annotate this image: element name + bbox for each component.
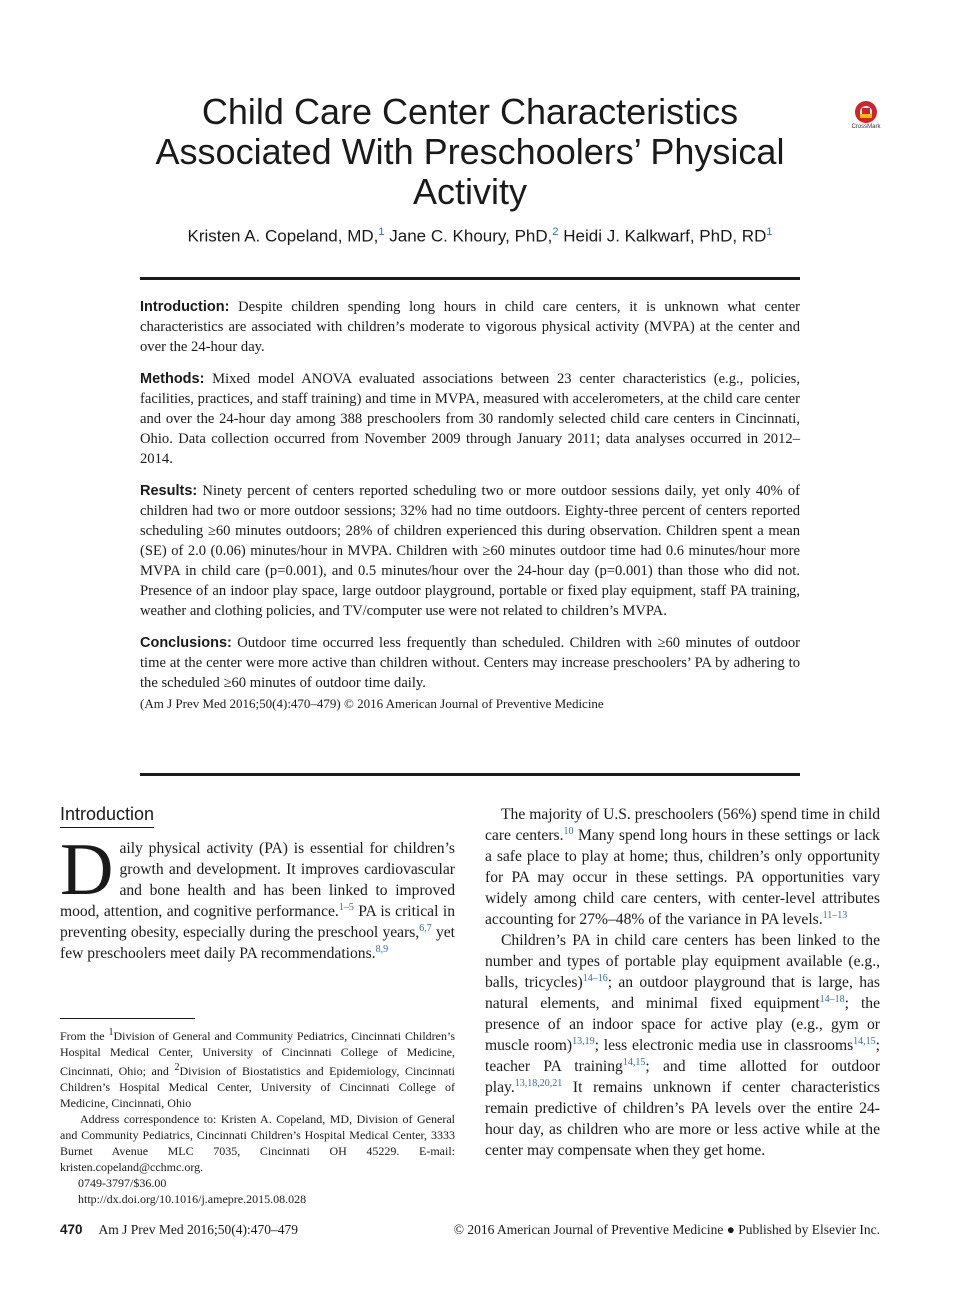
paragraph-text: ; and time allotted for outdoor play. <box>485 1058 881 1096</box>
abstract-text: Despite children spending long hours in child care centers, it is unknown what center characteristics are associated with children’s moderate to vigorous physical activity (MVPA) at the center and over the 24-hour day. <box>140 299 800 355</box>
abstract-introduction <box>140 297 800 357</box>
reference-link[interactable]: 14,15 <box>622 1056 646 1068</box>
body-paragraph <box>485 930 880 1161</box>
affiliations-note: From the $^1$Division of General and Community Pediatrics, Cincinnati Children’s Hospital Medical Center, University of Cincinnati College of Medicine, Cincinnati, Ohio; and $^2$Division of Biostatistics and Epidemiology, Cincinnati Children’s Hospital Medical Center, University of Cincinnati College of Medicine, Cincinnati, Ohio <box>60 1027 455 1110</box>
paragraph-text: yet few preschoolers meet daily PA recommendations. <box>60 924 456 962</box>
abstract-text: Outdoor time occurred less frequently than scheduled. Children with ≥60 minutes of outdoor time at the center were more active than children without. Centers may increase preschoolers’ PA by adhering to the scheduled ≥60 minutes of outdoor time daily. <box>140 635 800 691</box>
crossmark-icon[interactable] <box>846 98 886 138</box>
issn-code: 0749-3797/$36.00 <box>78 1176 167 1190</box>
abstract-heading: Results: <box>140 483 198 499</box>
abstract <box>140 297 800 725</box>
affiliation-mark[interactable]: 1 <box>766 226 773 238</box>
affiliation-mark[interactable]: 2 <box>552 226 559 238</box>
abstract-text: Mixed model ANOVA evaluated associations between 23 center characteristics (e.g., policies, facilities, practices, and staff training) and time in MVPA, measured with accelerometers, at the child care center and over the 24-hour day among 388 preschoolers from 30 randomly selected child care centers in Cincinnati, Ohio. Data collection occurred from November 2009 through January 2011; data analyses occurred in 2012–2014. <box>140 371 801 467</box>
reference-link[interactable]: 14–16 <box>582 972 608 984</box>
footer-copyright: © 2016 American Journal of Preventive Medicine ● Published by Elsevier Inc. <box>453 1222 880 1237</box>
drop-cap: D <box>60 829 114 911</box>
footnotes <box>60 1025 455 1207</box>
left-column <box>60 804 455 964</box>
author-list <box>140 226 820 247</box>
footnote-rule <box>60 1018 195 1019</box>
abstract-conclusions <box>140 633 800 693</box>
body-paragraph <box>60 829 456 964</box>
paragraph-text: aily physical activity (PA) is essential for children’s growth and development. It improves cardiovascular and bone health and has been linked to improved mood, attention, and cognitive performance. <box>60 840 455 920</box>
reference-link[interactable]: 14–18 <box>819 993 845 1005</box>
paragraph-text: Children’s PA in child care centers has been linked to the number and types of portable play equipment available (e.g., balls, tricycles) <box>485 932 880 991</box>
footer-left <box>60 1222 298 1238</box>
paragraph-text: ; less electronic media use in classrooms <box>594 1037 854 1054</box>
reference-link[interactable]: 6,7 <box>419 922 432 934</box>
abstract-citation: (Am J Prev Med 2016;50(4):470–479) © 2016 American Journal of Preventive Medicine <box>140 696 604 711</box>
page-number: 470 <box>60 1222 83 1237</box>
abstract-text: Ninety percent of centers reported scheduling two or more outdoor sessions daily, yet only 40% of children had two or more outdoor sessions; 32% had no time outdoors. Eighty-three percent of centers reported scheduling ≥60 minutes outdoors; 28% of children experienced this during observation. Children spent a mean (SE) of 2.0 (0.06) minutes/hour in MVPA. Children with ≥60 minutes outdoor time had 0.6 minutes/hour more MVPA in child care (p=0.001), and 0.5 minutes/hour over the 24-hour day (p=0.001) than those who did not. Presence of an indoor play space, large outdoor playground, portable or fixed play equipment, staff PA training, weather and clothing policies, and TV/computer use were not related to children’s MVPA. <box>140 483 800 619</box>
author-name[interactable]: Kristen A. Copeland, MD, <box>187 226 379 246</box>
article-title: Child Care Center Characteristics Associated With Preschoolers’ Physical Activity <box>155 91 785 212</box>
paragraph-text: ; an outdoor playground that is large, has natural elements, and minimal fixed equipment <box>485 974 880 1012</box>
paragraph-text: Many spend long hours in these settings or lack a safe place to play at home; thus, children’s only opportunity for PA may occur in these settings. PA opportunities vary widely among child care centers, with center-level attributes accounting for 27%–48% of the variance in PA levels. <box>485 827 880 928</box>
abstract-results <box>140 481 800 621</box>
reference-link[interactable]: 13,18,20,21 <box>514 1077 563 1089</box>
abstract-top-rule <box>140 277 800 280</box>
crossmark-label: CrossMark <box>851 124 881 130</box>
affiliation-mark[interactable]: 1 <box>378 226 385 238</box>
reference-link[interactable]: 14,15 <box>853 1035 876 1047</box>
section-heading: Introduction <box>60 804 154 828</box>
body-paragraph <box>485 804 880 930</box>
page-footer <box>60 1222 880 1238</box>
reference-link[interactable]: 13,19 <box>572 1035 595 1047</box>
abstract-heading: Conclusions: <box>140 635 232 651</box>
abstract-bottom-rule <box>140 773 800 776</box>
paragraph-text: The majority of U.S. preschoolers (56%) spend time in child care centers. <box>485 806 880 844</box>
reference-link[interactable]: 10 <box>563 825 574 837</box>
right-column <box>485 804 880 1161</box>
paragraph-text: ; the presence of an indoor space for active play (e.g., gym or muscle room) <box>485 995 880 1054</box>
abstract-heading: Methods: <box>140 371 205 387</box>
abstract-methods <box>140 369 800 469</box>
reference-link[interactable]: 11–13 <box>822 909 848 921</box>
reference-link[interactable]: 1–5 <box>338 901 354 913</box>
paragraph-text: It remains unknown if center characteristics remain predictive of children’s PA levels over the entire 24-hour day, as children who are more or less active while at the center may compensate when they get home. <box>485 1079 880 1159</box>
journal-citation: Am J Prev Med 2016;50(4):470–479 <box>98 1222 299 1237</box>
paragraph-text: ; teacher PA training <box>485 1037 880 1075</box>
correspondence-note: Address correspondence to: Kristen A. Copeland, MD, Division of General and Community Pediatrics, Cincinnati Children’s Hospital Medical Center, 3333 Burnet Avenue MLC 7035, Cincinnati OH 45229. E-mail: kristen.copeland@cchmc.org. <box>60 1112 455 1174</box>
paragraph-text: PA is critical in preventing obesity, especially during the preschool years, <box>60 903 455 941</box>
doi-link[interactable]: http://dx.doi.org/10.1016/j.amepre.2015.08.028 <box>78 1192 307 1206</box>
author-name[interactable]: Jane C. Khoury, PhD, <box>389 226 553 246</box>
author-name[interactable]: Heidi J. Kalkwarf, PhD, RD <box>563 226 767 246</box>
abstract-heading: Introduction: <box>140 299 230 315</box>
reference-link[interactable]: 8,9 <box>375 943 389 955</box>
